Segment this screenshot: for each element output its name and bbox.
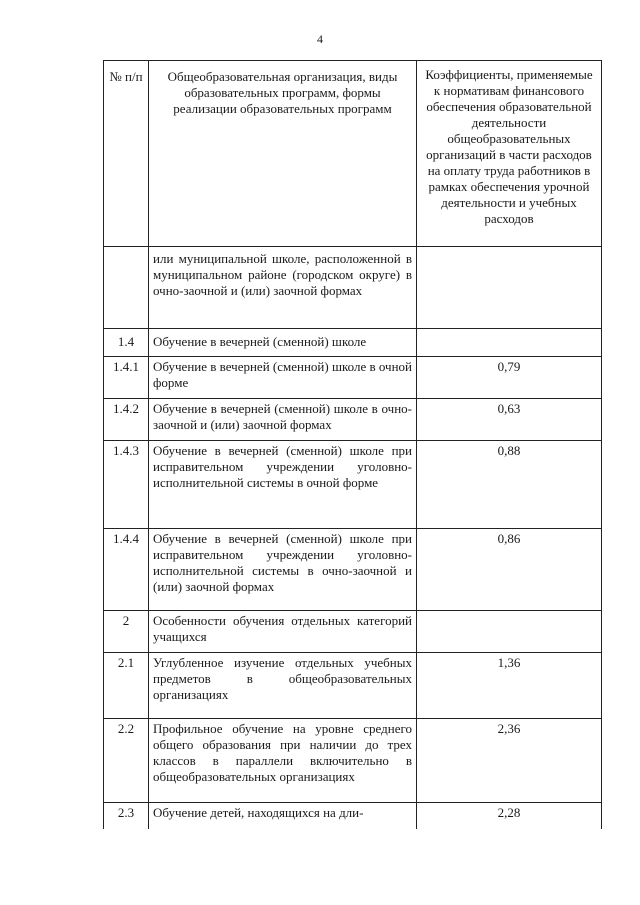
table-row [104, 611, 602, 653]
row-coef: 0,88 [417, 441, 602, 529]
row-org: Обучение в вечерней (сменной) школе при исправительном учреждении уголовно-исполнительной системы в очной форме [149, 441, 417, 529]
row-coef: 2,36 [417, 719, 602, 803]
table-row [104, 803, 602, 829]
table-row [104, 653, 602, 719]
row-num: 1.4.3 [104, 441, 149, 529]
table-header-row [104, 61, 602, 247]
row-org: Особенности обучения отдельных категорий учащихся [149, 611, 417, 653]
row-coef: 0,79 [417, 357, 602, 399]
row-num: 1.4.1 [104, 357, 149, 399]
row-coef: 2,28 [417, 803, 602, 829]
row-num: 1.4.4 [104, 529, 149, 611]
row-coef: 1,36 [417, 653, 602, 719]
header-org: Общеобразовательная организация, виды образовательных программ, формы реализации образовательных программ [149, 61, 417, 247]
table-row [104, 441, 602, 529]
table-row [104, 357, 602, 399]
header-coef: Коэффициенты, применяемые к нормативам финансового обеспечения образовательной деятельности общеобразовательных организаций в части расходов на оплату труда работников в рамках обеспечения урочной деятельности и учебных расходов [417, 61, 602, 247]
row-org: Обучение в вечерней (сменной) школе [149, 329, 417, 357]
row-num: 2.3 [104, 803, 149, 829]
row-coef [417, 611, 602, 653]
row-org: Обучение в вечерней (сменной) школе в очной форме [149, 357, 417, 399]
row-num [104, 247, 149, 329]
table-row [104, 529, 602, 611]
row-coef [417, 247, 602, 329]
table-row [104, 329, 602, 357]
row-org: Углубленное изучение отдельных учебных предметов в общеобразовательных организациях [149, 653, 417, 719]
row-num: 2 [104, 611, 149, 653]
row-num: 2.2 [104, 719, 149, 803]
row-num: 1.4 [104, 329, 149, 357]
row-coef [417, 329, 602, 357]
row-org: Обучение детей, находящихся на дли- [149, 803, 417, 829]
row-coef: 0,86 [417, 529, 602, 611]
row-org: или муниципальной школе, расположенной в муниципальном районе (городском округе) в очно-заочной и (или) заочной формах [149, 247, 417, 329]
row-org: Обучение в вечерней (сменной) школе при исправительном учреждении уголовно-исполнительной системы в очно-заочной и (или) заочной формах [149, 529, 417, 611]
page-number: 4 [317, 32, 323, 46]
row-org: Профильное обучение на уровне среднего общего образования при наличии до трех классов в параллели включительно в общеобразовательных организациях [149, 719, 417, 803]
table-row [104, 719, 602, 803]
coefficients-table [103, 60, 602, 829]
row-org: Обучение в вечерней (сменной) школе в очно-заочной и (или) заочной формах [149, 399, 417, 441]
header-num: № п/п [104, 61, 149, 247]
table-row [104, 247, 602, 329]
row-num: 1.4.2 [104, 399, 149, 441]
row-coef: 0,63 [417, 399, 602, 441]
row-num: 2.1 [104, 653, 149, 719]
table-row [104, 399, 602, 441]
